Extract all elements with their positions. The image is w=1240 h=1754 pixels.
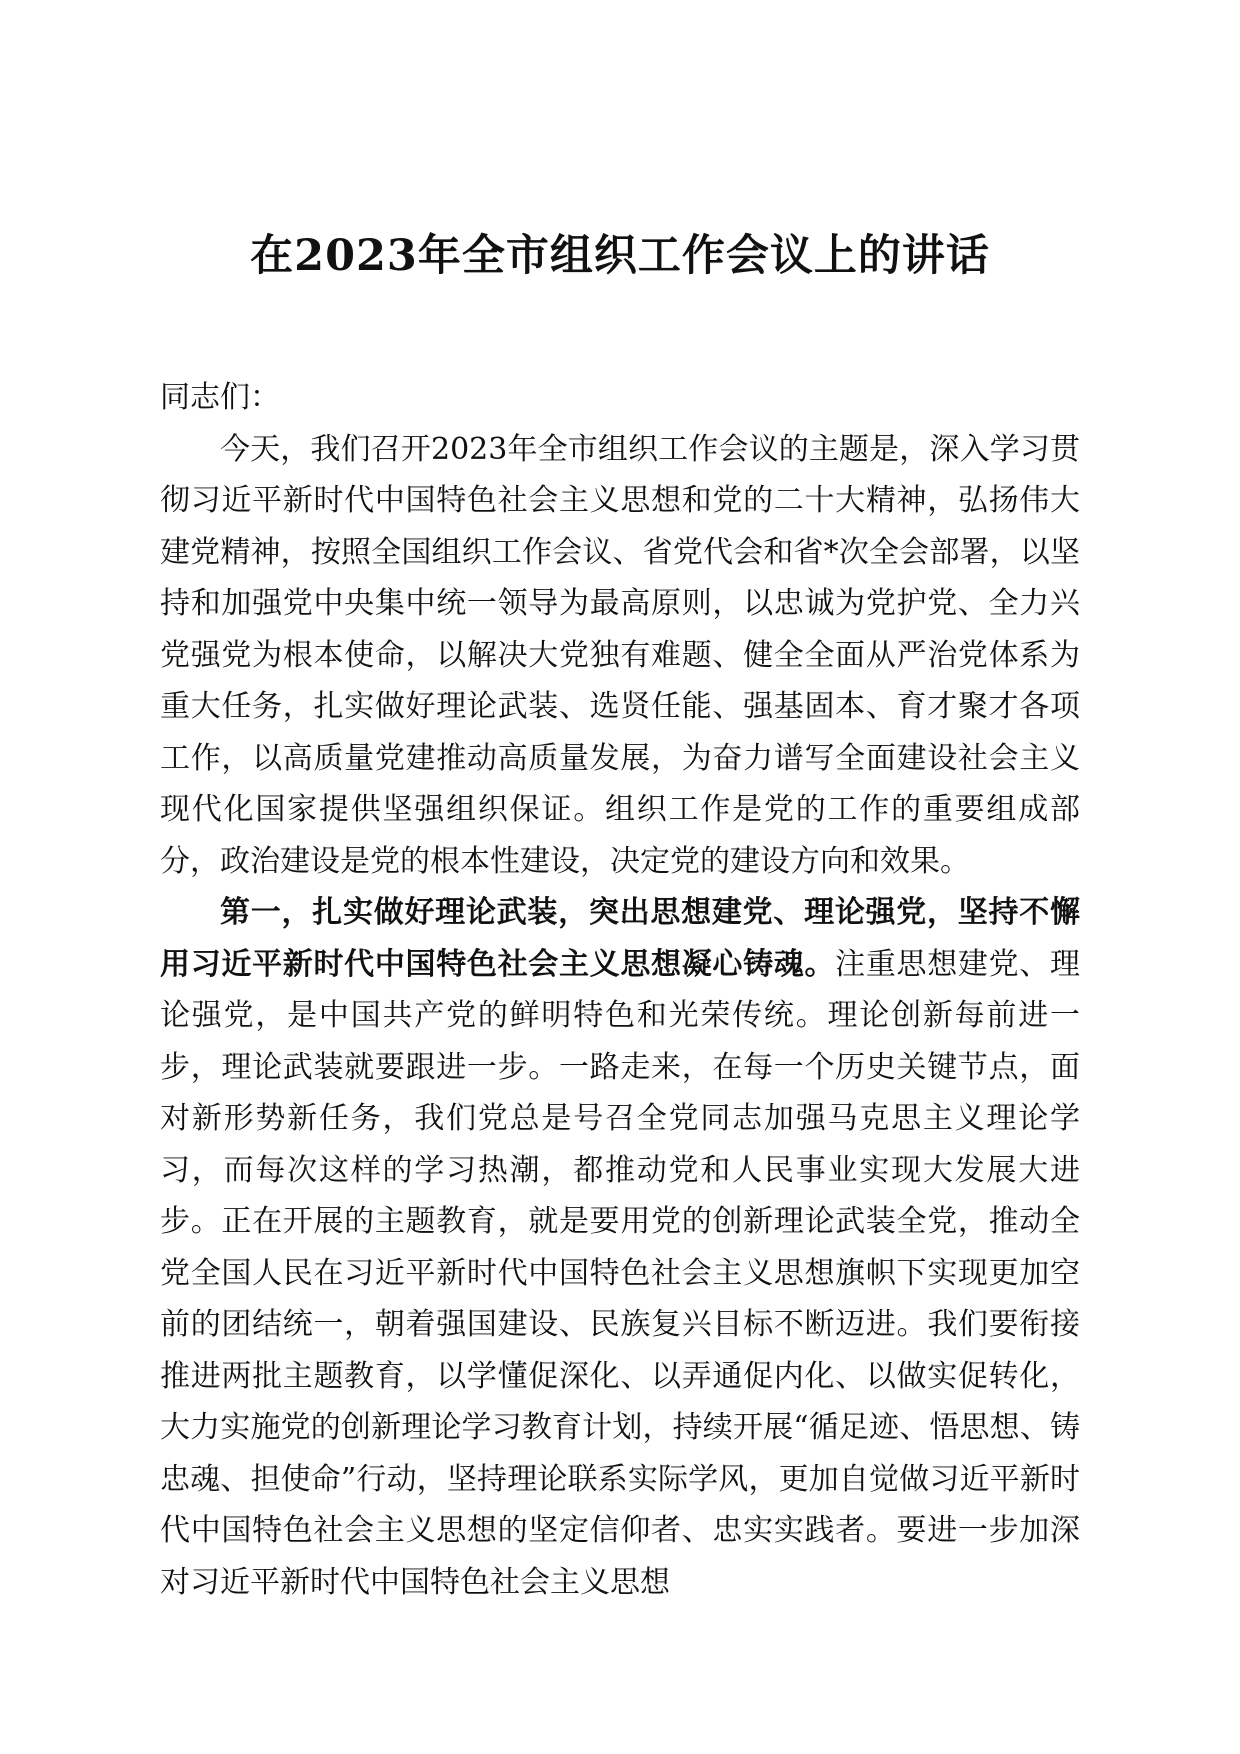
paragraph-heading: 第一，扎实做好理论武装，突出思想建党、理论强党，坚持不懈用习近平新时代中国特色社会主义思想凝心铸魂。 bbox=[160, 895, 1080, 982]
paragraph-intro bbox=[160, 424, 1080, 888]
paragraph-text: 注重思想建党、理论强党，是中国共产党的鲜明特色和光荣传统。理论创新每前进一步，理论武装就要跟进一步。一路走来，在每一个历史关键节点，面对新形势新任务，我们党总是号召全党同志加强马克思主义理论学习，而每次这样的学习热潮，都推动党和人民事业实现大发展大进步。正在开展的主题教育，就是要用党的创新理论武装全党，推动全党全国人民在习近平新时代中国特色社会主义思想旗帜下实现更加空前的团结统一，朝着强国建设、民族复兴目标不断迈进。我们要衔接推进两批主题教育，以学懂促深化、以弄通促内化、以做实促转化，大力实施党的创新理论学习教育计划，持续开展“循足迹、悟思想、铸忠魂、担使命”行动，坚持理论联系实际学风，更加自觉做习近平新时代中国特色社会主义思想的坚定信仰者、忠实实践者。要进一步加深对习近平新时代中国特色社会主义思想 bbox=[160, 946, 1080, 1600]
paragraph-first-point bbox=[160, 887, 1080, 1608]
document-body bbox=[160, 372, 1080, 1608]
document-title: 在2023年全市组织工作会议上的讲话 bbox=[250, 231, 990, 281]
paragraph-text: 今天，我们召开2023年全市组织工作会议的主题是，深入学习贯彻习近平新时代中国特色社会主义思想和党的二十大精神，弘扬伟大建党精神，按照全国组织工作会议、省党代会和省*次全会部署，以坚持和加强党中央集中统一领导为最高原则，以忠诚为党护党、全力兴党强党为根本使命，以解决大党独有难题、健全全面从严治党体系为重大任务，扎实做好理论武装、选贤任能、强基固本、育才聚才各项工作，以高质量党建推动高质量发展，为奋力谱写全面建设社会主义现代化国家提供坚强组织保证。组织工作是党的工作的重要组成部分，政治建设是党的根本性建设，决定党的建设方向和效果。 bbox=[160, 431, 1080, 879]
greeting: 同志们： bbox=[160, 380, 280, 415]
